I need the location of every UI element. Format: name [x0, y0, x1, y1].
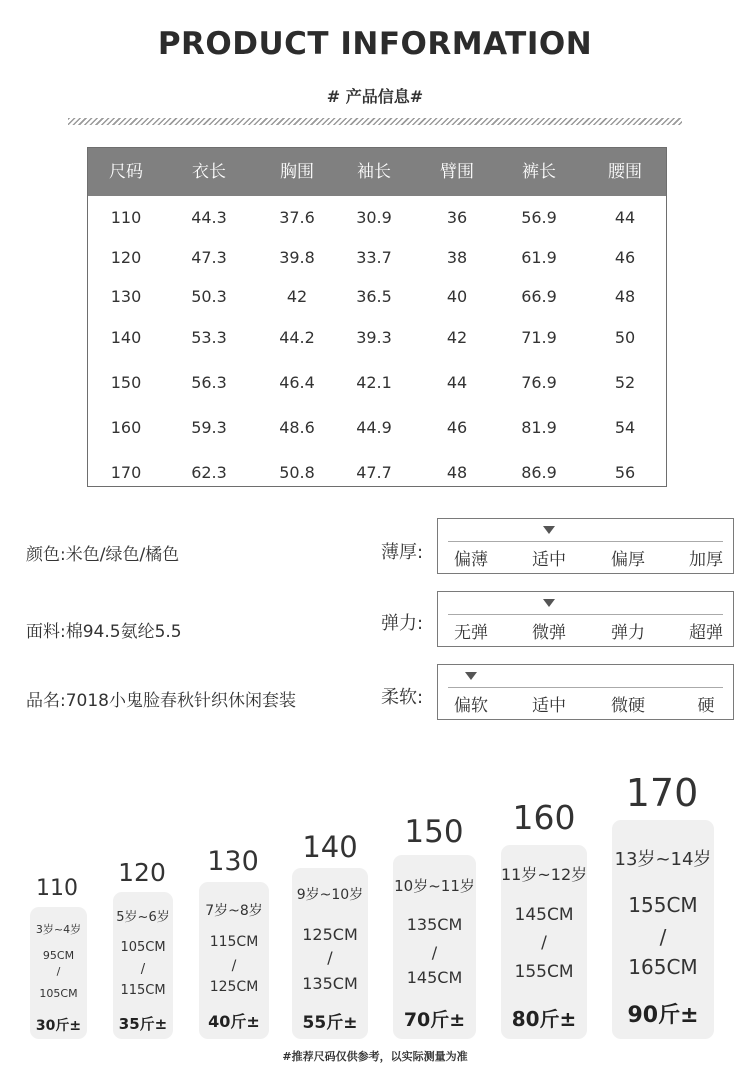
height-min: 145CM	[514, 905, 574, 925]
measurement-cell: 71.9	[521, 328, 557, 347]
column-header: 臂围	[440, 162, 474, 182]
thickness-label: 薄厚:	[381, 542, 424, 563]
size-guide-card	[113, 892, 173, 1039]
measurement-cell: 36	[446, 208, 468, 227]
height-max: 115CM	[120, 983, 166, 998]
height-separator: /	[231, 958, 237, 974]
measurement-cell: 50.3	[191, 287, 227, 306]
measurement-cell: 39.8	[279, 248, 315, 267]
measurement-cell: 48.6	[279, 418, 315, 437]
size-guide-card	[612, 820, 714, 1039]
size-table	[87, 147, 667, 487]
measurement-cell: 30.9	[356, 208, 392, 227]
size-cell: 130	[110, 287, 142, 306]
measurement-cell: 47.7	[356, 463, 392, 482]
measurement-cell: 42.1	[356, 373, 392, 392]
size-cell: 160	[110, 418, 142, 437]
measurement-cell: 81.9	[521, 418, 557, 437]
column-header: 腰围	[608, 162, 642, 182]
measurement-cell: 36.5	[356, 287, 392, 306]
size-cell: 140	[110, 328, 142, 347]
size-table-header	[88, 148, 666, 196]
size-guide-card	[292, 868, 368, 1039]
page-title: PRODUCT INFORMATION	[157, 26, 593, 62]
weight: 35斤±	[118, 1015, 168, 1033]
measurement-cell: 56.3	[191, 373, 227, 392]
size-guide-card	[199, 882, 269, 1039]
age-range: 11岁~12岁	[501, 865, 588, 884]
scale-option: 偏软	[454, 696, 488, 716]
measurement-cell: 40	[446, 287, 468, 306]
size-cell: 110	[110, 208, 142, 227]
height-separator: /	[659, 925, 667, 949]
scale-option: 偏厚	[611, 550, 645, 570]
measurement-cell: 86.9	[521, 463, 557, 482]
column-header: 尺码	[109, 162, 143, 182]
size-guide-number: 140	[302, 830, 358, 864]
measurement-cell: 56.9	[521, 208, 557, 227]
measurement-cell: 46	[446, 418, 468, 437]
page-subtitle: # 产品信息#	[326, 87, 424, 106]
measurement-cell: 47.3	[191, 248, 227, 267]
selection-marker-icon	[465, 672, 477, 680]
column-header: 裤长	[522, 162, 556, 182]
weight: 80斤±	[511, 1007, 577, 1031]
measurement-cell: 59.3	[191, 418, 227, 437]
measurement-cell: 46	[614, 248, 636, 267]
age-range: 13岁~14岁	[614, 849, 712, 870]
measurement-cell: 44.3	[191, 208, 227, 227]
measurement-cell: 44	[446, 373, 468, 392]
footnote: #推荐尺码仅供参考，以实际测量为准	[282, 1050, 468, 1063]
weight: 90斤±	[627, 1003, 699, 1028]
measurement-cell: 44	[614, 208, 636, 227]
measurement-cell: 48	[614, 287, 636, 306]
measurement-cell: 61.9	[521, 248, 557, 267]
age-range: 9岁~10岁	[296, 887, 364, 903]
column-header: 袖长	[357, 162, 391, 182]
measurement-cell: 52	[614, 373, 636, 392]
weight: 40斤±	[208, 1012, 260, 1031]
size-guide-number: 150	[404, 814, 464, 850]
scale-option: 加厚	[689, 550, 723, 570]
age-range: 7岁~8岁	[205, 903, 263, 919]
measurement-cell: 39.3	[356, 328, 392, 347]
measurement-cell: 42	[286, 287, 308, 306]
height-max: 105CM	[39, 987, 78, 1000]
height-max: 145CM	[406, 968, 463, 987]
age-range: 5岁~6岁	[116, 910, 170, 925]
size-guide-card	[393, 855, 476, 1039]
height-max: 125CM	[209, 979, 259, 995]
scale-option: 无弹	[454, 623, 488, 643]
measurement-cell: 42	[446, 328, 468, 347]
weight: 70斤±	[403, 1009, 466, 1031]
height-separator: /	[431, 943, 438, 962]
size-cell: 170	[110, 463, 142, 482]
size-guide-number: 130	[207, 846, 259, 877]
weight: 55斤±	[302, 1013, 358, 1033]
size-cell: 120	[110, 248, 142, 267]
measurement-cell: 44.2	[279, 328, 315, 347]
scale-track	[448, 687, 723, 688]
measurement-cell: 38	[446, 248, 468, 267]
elasticity-scale	[437, 591, 734, 647]
measurement-cell: 66.9	[521, 287, 557, 306]
height-min: 115CM	[209, 934, 259, 950]
measurement-cell: 56	[614, 463, 636, 482]
scale-option: 弹力	[611, 623, 645, 643]
product-name: 品名:7018小鬼脸春秋针织休闲套装	[26, 691, 296, 711]
height-separator: /	[327, 948, 333, 967]
selection-marker-icon	[543, 526, 555, 534]
measurement-cell: 62.3	[191, 463, 227, 482]
measurement-cell: 37.6	[279, 208, 315, 227]
elasticity-label: 弹力:	[381, 613, 424, 634]
size-guide-card	[30, 907, 87, 1039]
size-guide-card	[501, 845, 587, 1039]
size-guide-number: 120	[118, 858, 166, 887]
height-max: 165CM	[628, 955, 698, 979]
measurement-cell: 54	[614, 418, 636, 437]
column-header: 胸围	[280, 162, 314, 182]
height-max: 155CM	[514, 962, 574, 982]
measurement-cell: 50	[614, 328, 636, 347]
height-separator: /	[56, 965, 61, 978]
scale-option: 硬	[697, 696, 715, 716]
scale-option: 偏薄	[454, 550, 488, 570]
height-min: 155CM	[628, 893, 698, 917]
measurement-cell: 53.3	[191, 328, 227, 347]
scale-option: 适中	[532, 550, 566, 570]
height-separator: /	[140, 962, 146, 977]
product-fabric: 面料:棉94.5氨纶5.5	[26, 622, 182, 642]
measurement-cell: 48	[446, 463, 468, 482]
height-max: 135CM	[302, 974, 358, 993]
measurement-cell: 50.8	[279, 463, 315, 482]
measurement-cell: 46.4	[279, 373, 315, 392]
height-min: 125CM	[302, 925, 358, 944]
scale-track	[448, 614, 723, 615]
age-range: 3岁~4岁	[35, 923, 82, 936]
size-cell: 150	[110, 373, 142, 392]
softness-scale	[437, 664, 734, 720]
size-guide-number: 160	[512, 798, 576, 837]
scale-track	[448, 541, 723, 542]
height-min: 95CM	[42, 949, 75, 962]
scale-option: 适中	[532, 696, 566, 716]
weight: 30斤±	[35, 1018, 82, 1034]
measurement-cell: 44.9	[356, 418, 392, 437]
height-min: 105CM	[120, 940, 166, 955]
measurement-cell: 76.9	[521, 373, 557, 392]
size-guide-number: 110	[36, 876, 78, 901]
hatched-divider	[68, 118, 682, 125]
age-range: 10岁~11岁	[394, 877, 475, 895]
selection-marker-icon	[543, 599, 555, 607]
scale-option: 微弹	[532, 623, 566, 643]
product-color: 颜色:米色/绿色/橘色	[26, 545, 180, 565]
height-separator: /	[541, 933, 547, 953]
scale-option: 超弹	[689, 623, 723, 643]
softness-label: 柔软:	[381, 687, 424, 708]
scale-option: 微硬	[611, 696, 645, 716]
column-header: 衣长	[192, 162, 226, 182]
thickness-scale	[437, 518, 734, 574]
measurement-cell: 33.7	[356, 248, 392, 267]
height-min: 135CM	[406, 915, 463, 934]
size-guide-number: 170	[625, 771, 699, 815]
